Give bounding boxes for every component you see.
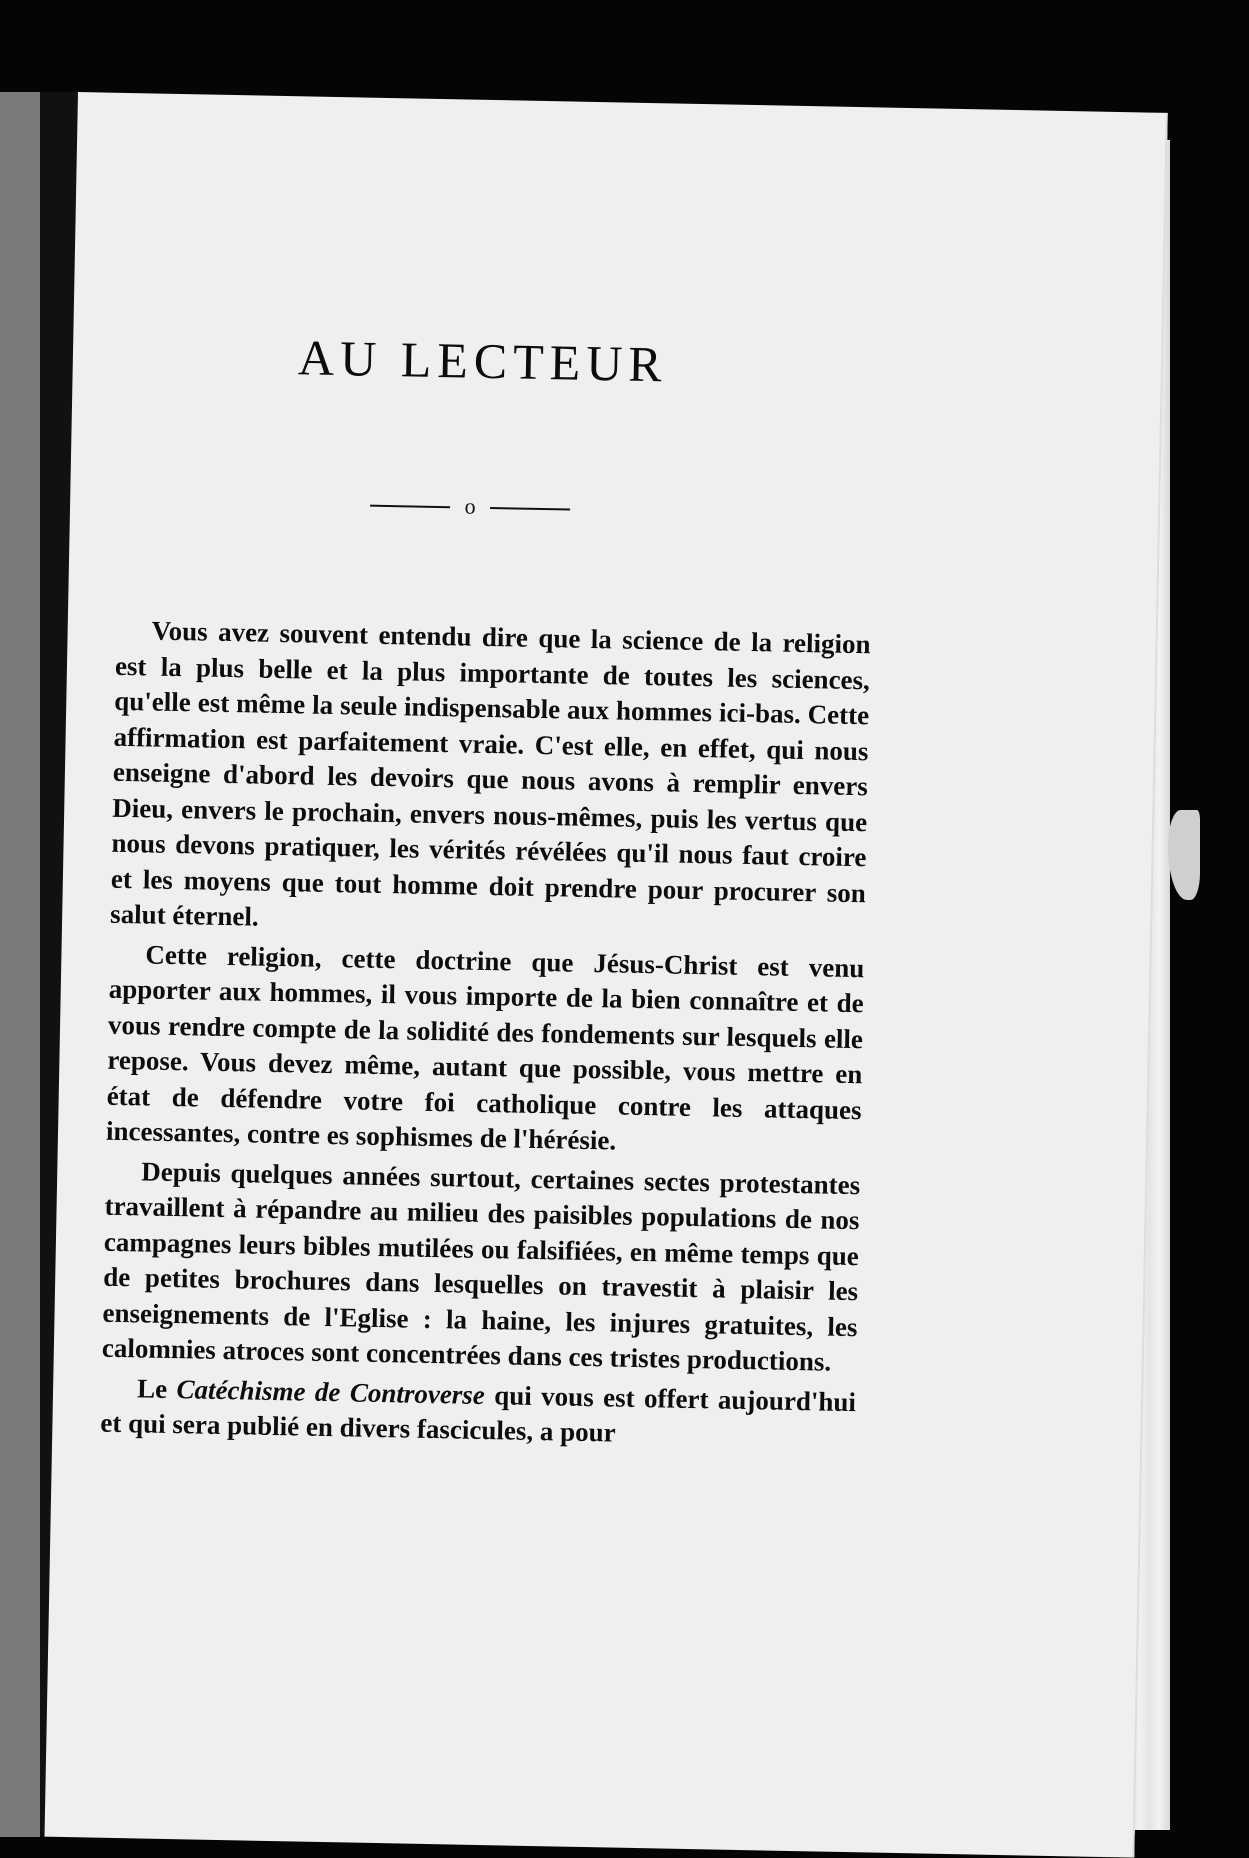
paragraph-4 xyxy=(100,1370,856,1455)
paragraph-4-rest: qui vous est offert aujourd'hui et qui sera publié en divers fascicules, a pour xyxy=(100,1379,857,1448)
ornament-circle: o xyxy=(464,493,476,519)
page-title: AU LECTEUR xyxy=(297,329,669,393)
paper-flake xyxy=(1168,810,1200,900)
paragraph-3: Depuis quelques années surtout, certaines sectes protestantes travaillent à répandre au milieu des paisibles populations de nos campagnes leurs bibles mutilées ou falsifiées, en même temps que de petites brochures dans lesquelles on travestit à plaisir les enseignements de l'Eglise : la haine, les injures gratuites, les calomnies atroces sont concentrées dans ces tristes productions. xyxy=(101,1155,861,1377)
page-body xyxy=(100,613,871,1460)
book-title-italic: Catéchisme de Controverse xyxy=(176,1373,486,1410)
title-ornament xyxy=(370,493,570,521)
left-page-edge xyxy=(0,92,40,1837)
paragraph-2: Cette religion, cette doctrine que Jésus-Christ est venu apporter aux hommes, il vous importe de la bien connaître et de vous rendre compte de la solidité des fondements sur lesquels elle repose. Vous devez même, autant que possible, vous mettre en état de défendre votre foi catholique contre les attaques incessantes, contre es sophismes de l'hérésie. xyxy=(105,938,865,1156)
paragraph-4-start: Le xyxy=(136,1372,177,1404)
paragraph-1: Vous avez souvent entendu dire que la science de la religion est la plus belle et la plus importante de toutes les sciences, qu'elle est même la seule indispensable aux hommes ici-bas. Cette affirmation est parfaitement vraie. C'est elle, en effet, qui nous enseigne d'abord les devoirs que nous avons à remplir envers Dieu, envers le prochain, envers nous-mêmes, puis les vertus que nous devons pratiquer, les vérités révélées qu'il nous faut croire et les moyens que tout homme doit prendre pour procurer son salut éternel. xyxy=(109,615,871,932)
book-page xyxy=(45,92,1168,1858)
ornament-rule-right xyxy=(490,507,570,511)
ornament-rule-left xyxy=(370,505,450,509)
